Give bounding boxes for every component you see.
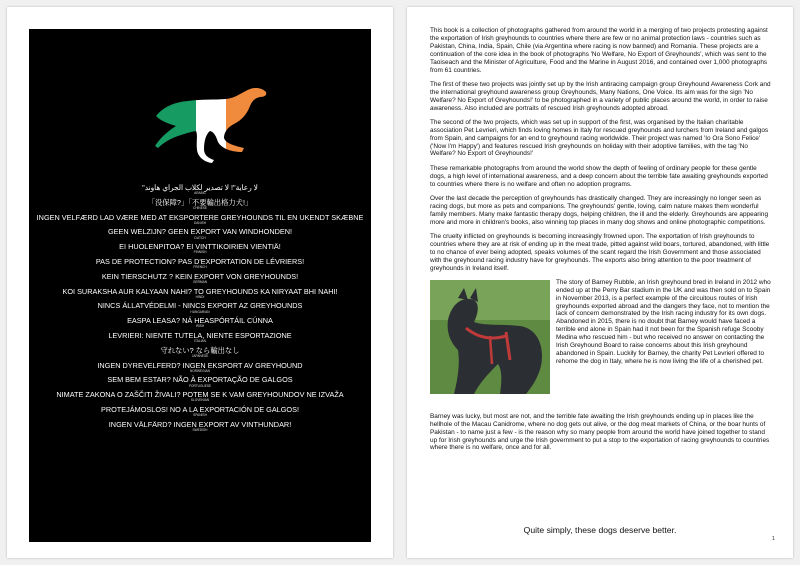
- barney-section: [430, 279, 772, 409]
- paragraph-barney-story: The story of Barney Rubble, an Irish greyhound bred in Ireland in 2012 who ended up at the Perry Bar stadium in the UK and was then sold on to Spain in November 2013, is a perfect example of the circuitous routes of Irish greyhounds exported abroad and the dangers they face, not to mention the lack of concern demonstrated by the Irish racing industry for its own dogs. Abandoned in 2015, there is no doubt that Barney would have faced a terrible end alone in Spain had it not been for the Spanish refuge Scooby Medina who rescued him - but who received no answer on contacting the Irish Greyhound Board to raise concerns about this Irish greyhound abandoned in Spain. Luckily for Barney, the charity Pet Levrieri offered to rehome the dog in Italy, where he is now living the life of a cherished pet.: [556, 278, 771, 365]
- slogan-item: [29, 376, 371, 388]
- closing-line: Quite simply, these dogs deserve better.: [523, 525, 677, 535]
- slogan-language: HUNGARIAN: [190, 309, 210, 314]
- paragraph-perception: Over the last decade the perception of greyhounds has drastically changed. They are increasingly no longer seen as racing dogs, but more as pets and companions. The greyhounds' gentle, loving, calm nature makes them wonderful family members. Many make fantastic therapy dogs, helping children, the ill and the elderly. Greyhounds are appearing more and more in children's books, also winning top places in many dog shows and online photographic competitions.: [430, 194, 769, 226]
- slogan-language: DANISH: [193, 220, 207, 225]
- slogan-item: [29, 302, 371, 314]
- slogan-language: SWEDISH: [192, 428, 208, 433]
- paragraph-conclusion: Barney was lucky, but most are not, and the terrible fate awaiting the Irish greyhounds ending up in places like the hellhole of the Macau Canidrome, where no dog gets out alive, or the dog meat markets of China, or the boar hunts of Pakistan - to name just a few - is the reason why so many people from around the world have joined together to stand up for Irish greyhounds and urge the Irish government to put a stop to the exportation of racing greyhounds to countries where there is no welfare, once and for all.: [430, 412, 770, 452]
- slogan-item: [29, 214, 371, 226]
- slogan-list: [29, 184, 371, 436]
- slogan-language: NORWEGIAN: [190, 368, 210, 373]
- article-text: [430, 27, 772, 459]
- slogan-language: SPANISH: [193, 413, 207, 418]
- running-greyhound-logo: [154, 86, 269, 164]
- paragraph-second-project: The second of the two projects, which was set up in support of the first, was organised by the Italian charitable association Pet Levrieri, which finds loving homes in Italy for rescued greyhounds and lurchers from Ireland and galgos from Spain, and campaigns for an end to greyhound racing worldwide. Their project was named 'Io Ora Sono Felice' ('Now I'm Happy') and features rescued Irish greyhounds on holiday with their adoptive families, with the tag 'No Welfare? No Export of Greyhounds!': [430, 118, 769, 158]
- slogan-text: INGEN VELFÆRD LAD VÆRE MED AT EKSPORTERE GREYHOUNDS TIL EN UKENDT SKÆBNE: [36, 212, 364, 222]
- slogan-language: SLOVENIAN: [190, 398, 210, 403]
- right-page: [407, 7, 793, 558]
- slogan-language: HINDI: [195, 294, 205, 299]
- slogan-text: SEM BEM ESTAR? NÃO À EXPORTAÇÃO DE GALGOS: [107, 375, 293, 385]
- slogan-language: IRISH: [195, 324, 205, 329]
- slogan-item: [29, 184, 371, 196]
- slogan-text: PROTEJÁMOSLOS! NO A LA EXPORTACIÓN DE GALGOS!: [100, 404, 300, 414]
- slogan-text: LEVRIERI: NIENTE TUTELA, NIENTE ESPORTAZIONE: [108, 330, 292, 340]
- slogan-item: [29, 273, 371, 285]
- slogan-item: [29, 228, 371, 240]
- slogan-language: FINNISH: [193, 250, 207, 255]
- slogan-item: [29, 362, 371, 374]
- slogan-language: PORTUGUESE: [188, 383, 212, 388]
- slogan-text: EASPA LEASA? NÁ HEASPÓRTÁIL CÚNNA: [127, 316, 273, 326]
- slogan-item: [29, 421, 371, 433]
- slogan-text: NINCS ÁLLATVÉDELMI - NINCS EXPORT AZ GREYHOUNDS: [97, 301, 303, 311]
- slogan-text: NIMATE ZAKONA O ZAŠČITI ŽIVALI? POTEM SE K VAM GREYHOUNDOV NE IZVAŽA: [56, 390, 344, 400]
- poster: [29, 29, 371, 542]
- slogan-text: GEEN WELZIJN? GEEN EXPORT VAN WINDHONDEN!: [107, 227, 293, 237]
- paragraph-photographs: These remarkable photographs from around the world show the depth of feeling of ordinary people for these gentle dogs, a high level of international awareness, and a deep concern about the terrible fate awaiting greyhounds exported to countries where there is no welfare and often no adoption programs.: [430, 164, 768, 188]
- slogan-item: [29, 243, 371, 255]
- slogan-language: ARABIC: [194, 191, 206, 196]
- slogan-language: FRENCH: [193, 265, 207, 270]
- slogan-language: JAPANESE: [191, 354, 209, 359]
- slogan-text: PAS DE PROTECTION? PAS D'EXPORTATION DE LÉVRIERS!: [95, 256, 305, 266]
- slogan-language: GERMAN: [193, 280, 207, 285]
- paragraph-cruelty: The cruelty inflicted on greyhounds is becoming increasingly frowned upon. The exportation of Irish greyhounds to countries where they are at risk of ending up in the meat trade, pitted against wild boars, tortured, abandoned, with little to no chance of ever being adopted, speaks volumes of the scant regard the Irish Government and those associated with the greyhound racing industry have for greyhounds. The exports also bring attention to the poor treatment of greyhounds in Ireland itself.: [430, 232, 770, 272]
- slogan-item: [29, 317, 371, 329]
- paragraph-intro: This book is a collection of photographs gathered from around the world in a merging of two projects protesting against the exportation of Irish greyhounds to countries where there are few or no animal protection laws - countries such as Pakistan, China, India, Spain, Chile (via Argentina where racing is now banned) and Romania. These projects are a continuation of the core idea in the book of photographs 'No Welfare, No Export of Greyhounds', which was sent to the Taoiseach and the Minister of Agriculture, Food and the Marine in August 2016, and contained over 1,000 photographs from 61 countries.: [430, 27, 768, 74]
- page-number: 1: [771, 536, 775, 542]
- slogan-item: [29, 199, 371, 211]
- slogan-item: [29, 406, 371, 418]
- slogan-item: [29, 332, 371, 344]
- slogan-text: "لا رعاية"! لا تصدير لكلاب الجراي هاوند: [142, 183, 258, 192]
- slogan-text: INGEN DYREVELFERD? INGEN EKSPORT AV GREYHOUND: [97, 360, 303, 370]
- slogan-language: ITALIAN: [194, 339, 206, 344]
- slogan-text: KOI SURAKSHA AUR KALYAAN NAHI? TO GREYHOUNDS KA NIRYAAT BHI NAHI!: [62, 286, 338, 296]
- left-page: [7, 7, 393, 558]
- slogan-language: CHINESE: [192, 206, 208, 211]
- slogan-language: DUTCH: [194, 235, 206, 240]
- slogan-item: [29, 347, 371, 359]
- slogan-text: EI HUOLENPITOA? EI VINTTIKOIRIEN VIENTIÄ!: [119, 242, 281, 252]
- slogan-item: [29, 391, 371, 403]
- slogan-text: KEIN TIERSCHUTZ ? KEIN EXPORT VON GREYHOUNDS!: [101, 271, 299, 281]
- slogan-item: [29, 258, 371, 270]
- slogan-item: [29, 288, 371, 300]
- greyhound-photo: [430, 280, 550, 394]
- slogan-text: INGEN VÄLFÄRD? INGEN EXPORT AV VINTHUNDAR!: [108, 419, 292, 429]
- slogan-text: 「没保障?」「不要輸出格力犬!」: [147, 197, 253, 207]
- paragraph-first-project: The first of these two projects was jointly set up by the Irish antiracing campaign group Greyhound Awareness Cork and the international greyhound awareness group Greyhounds, Many Nations, One Voice. Its aim was for the sign 'No Welfare? No Export of Greyhounds!' to be photographed in a variety of public places around the world, in order to raise awareness. Also included are portraits of rescued Irish greyhounds adopted abroad.: [430, 80, 771, 112]
- slogan-text: 守れない? なら輸出なし: [160, 345, 240, 355]
